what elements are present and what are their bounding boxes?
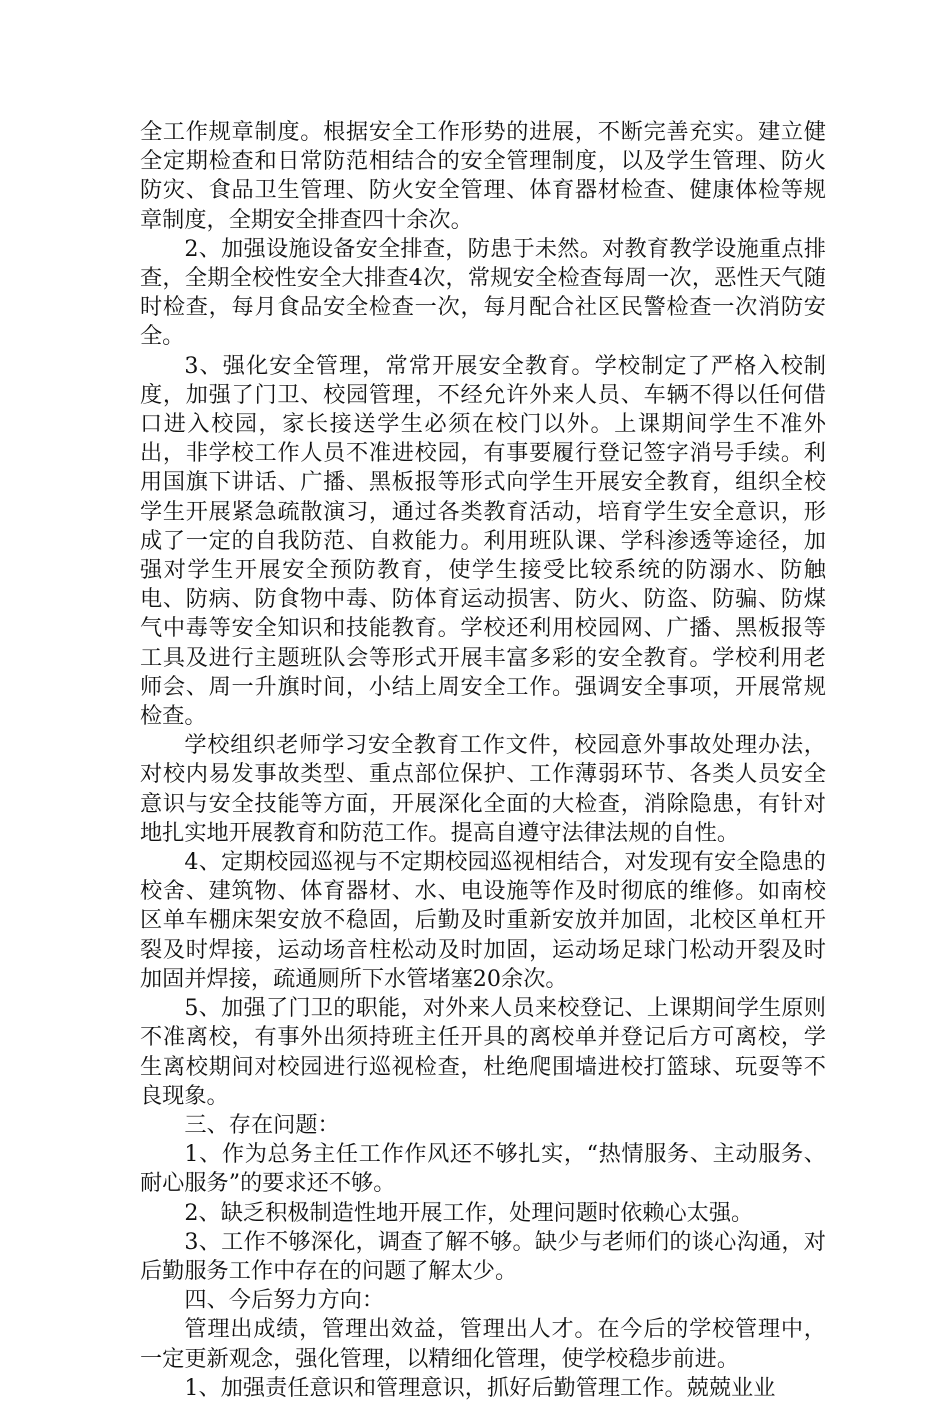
paragraph-gatekeeping: 5、加强了门卫的职能，对外来人员来校登记、上课期间学生原则不准离校，有事外出须持班主任开具的离校单并登记后方可离校，学生离校期间对校园进行巡视检查，杜绝爬围墙进校打篮球、玩耍等不良现象。 bbox=[140, 995, 826, 1109]
heading-future-direction: 四、今后努力方向： bbox=[184, 1287, 385, 1314]
paragraph-problem-2: 2、缺乏积极制造性地开展工作，处理问题时依赖心太强。 bbox=[184, 1199, 754, 1226]
paragraph-problem-1: 1、作为总务主任工作作风还不够扎实，“热情服务、主动服务、耐心服务”的要求还不够。 bbox=[140, 1141, 826, 1197]
paragraph-teacher-training: 学校组织老师学习安全教育工作文件，校园意外事故处理办法，对校内易发事故类型、重点部位保护、工作薄弱环节、各类人员安全意识与安全技能等方面，开展深化全面的大检查，消除隐患，有针对地扎实地开展教育和防范工作。提高自遵守法律法规的自性。 bbox=[140, 732, 826, 846]
document-body bbox=[140, 118, 826, 1403]
heading-existing-problems: 三、存在问题： bbox=[184, 1111, 340, 1138]
paragraph-problem-3: 3、工作不够深化，调查了解不够。缺少与老师们的谈心沟通，对后勤服务工作中存在的问题了解太少。 bbox=[140, 1228, 826, 1284]
paragraph-facility-inspection: 2、加强设施设备安全排查，防患于未然。对教育教学设施重点排查，全期全校性安全大排查4次，常规安全检查每周一次，恶性天气随时检查，每月食品安全检查一次，每月配合社区民警检查一次消防安全。 bbox=[140, 235, 826, 350]
paragraph-management-goal: 管理出成绩，管理出效益，管理出人才。在今后的学校管理中，一定更新观念，强化管理，以精细化管理，使学校稳步前进。 bbox=[140, 1316, 826, 1372]
paragraph-safety-education: 3、强化安全管理，常常开展安全教育。学校制定了严格入校制度，加强了门卫、校园管理，不经允许外来人员、车辆不得以任何借口进入校园，家长接送学生必须在校门以外。上课期间学生不准外出，非学校工作人员不准进校园，有事要履行登记签字消号手续。利用国旗下讲话、广播、黑板报等形式向学生开展安全教育，组织全校学生开展紧急疏散演习，通过各类教育活动，培育学生安全意识，形成了一定的自我防范、自救能力。利用班队课、学科渗透等途径，加强对学生开展安全预防教育，使学生接受比较系统的防溺水、防触电、防病、防食物中毒、防体育运动损害、防火、防盗、防骗、防煤气中毒等安全知识和技能教育。学校还利用校园网、广播、黑板报等工具及进行主题班队会等形式开展丰富多彩的安全教育。学校利用老师会、周一升旗时间，小结上周安全工作。强调安全事项，开展常规检查。 bbox=[140, 352, 826, 730]
paragraph-campus-patrol: 4、定期校园巡视与不定期校园巡视相结合，对发现有安全隐患的校舍、建筑物、体育器材、水、电设施等作及时彻底的维修。如南校区单车棚床架安放不稳固，后勤及时重新安放并加固，北校区单杠开裂及时焊接，运动场音柱松动及时加固，运动场足球门松动开裂及时加固并焊接，疏通厕所下水管堵塞20余次。 bbox=[140, 849, 826, 992]
paragraph-direction-1: 1、加强责任意识和管理意识，抓好后勤管理工作。兢兢业业 bbox=[184, 1374, 776, 1401]
paragraph-safety-rules: 全工作规章制度。根据安全工作形势的进展，不断完善充实。建立健全定期检查和日常防范相结合的安全管理制度，以及学生管理、防火防灾、食品卫生管理、防火安全管理、体育器材检查、健康体检等规章制度，全期安全排查四十余次。 bbox=[140, 119, 826, 233]
